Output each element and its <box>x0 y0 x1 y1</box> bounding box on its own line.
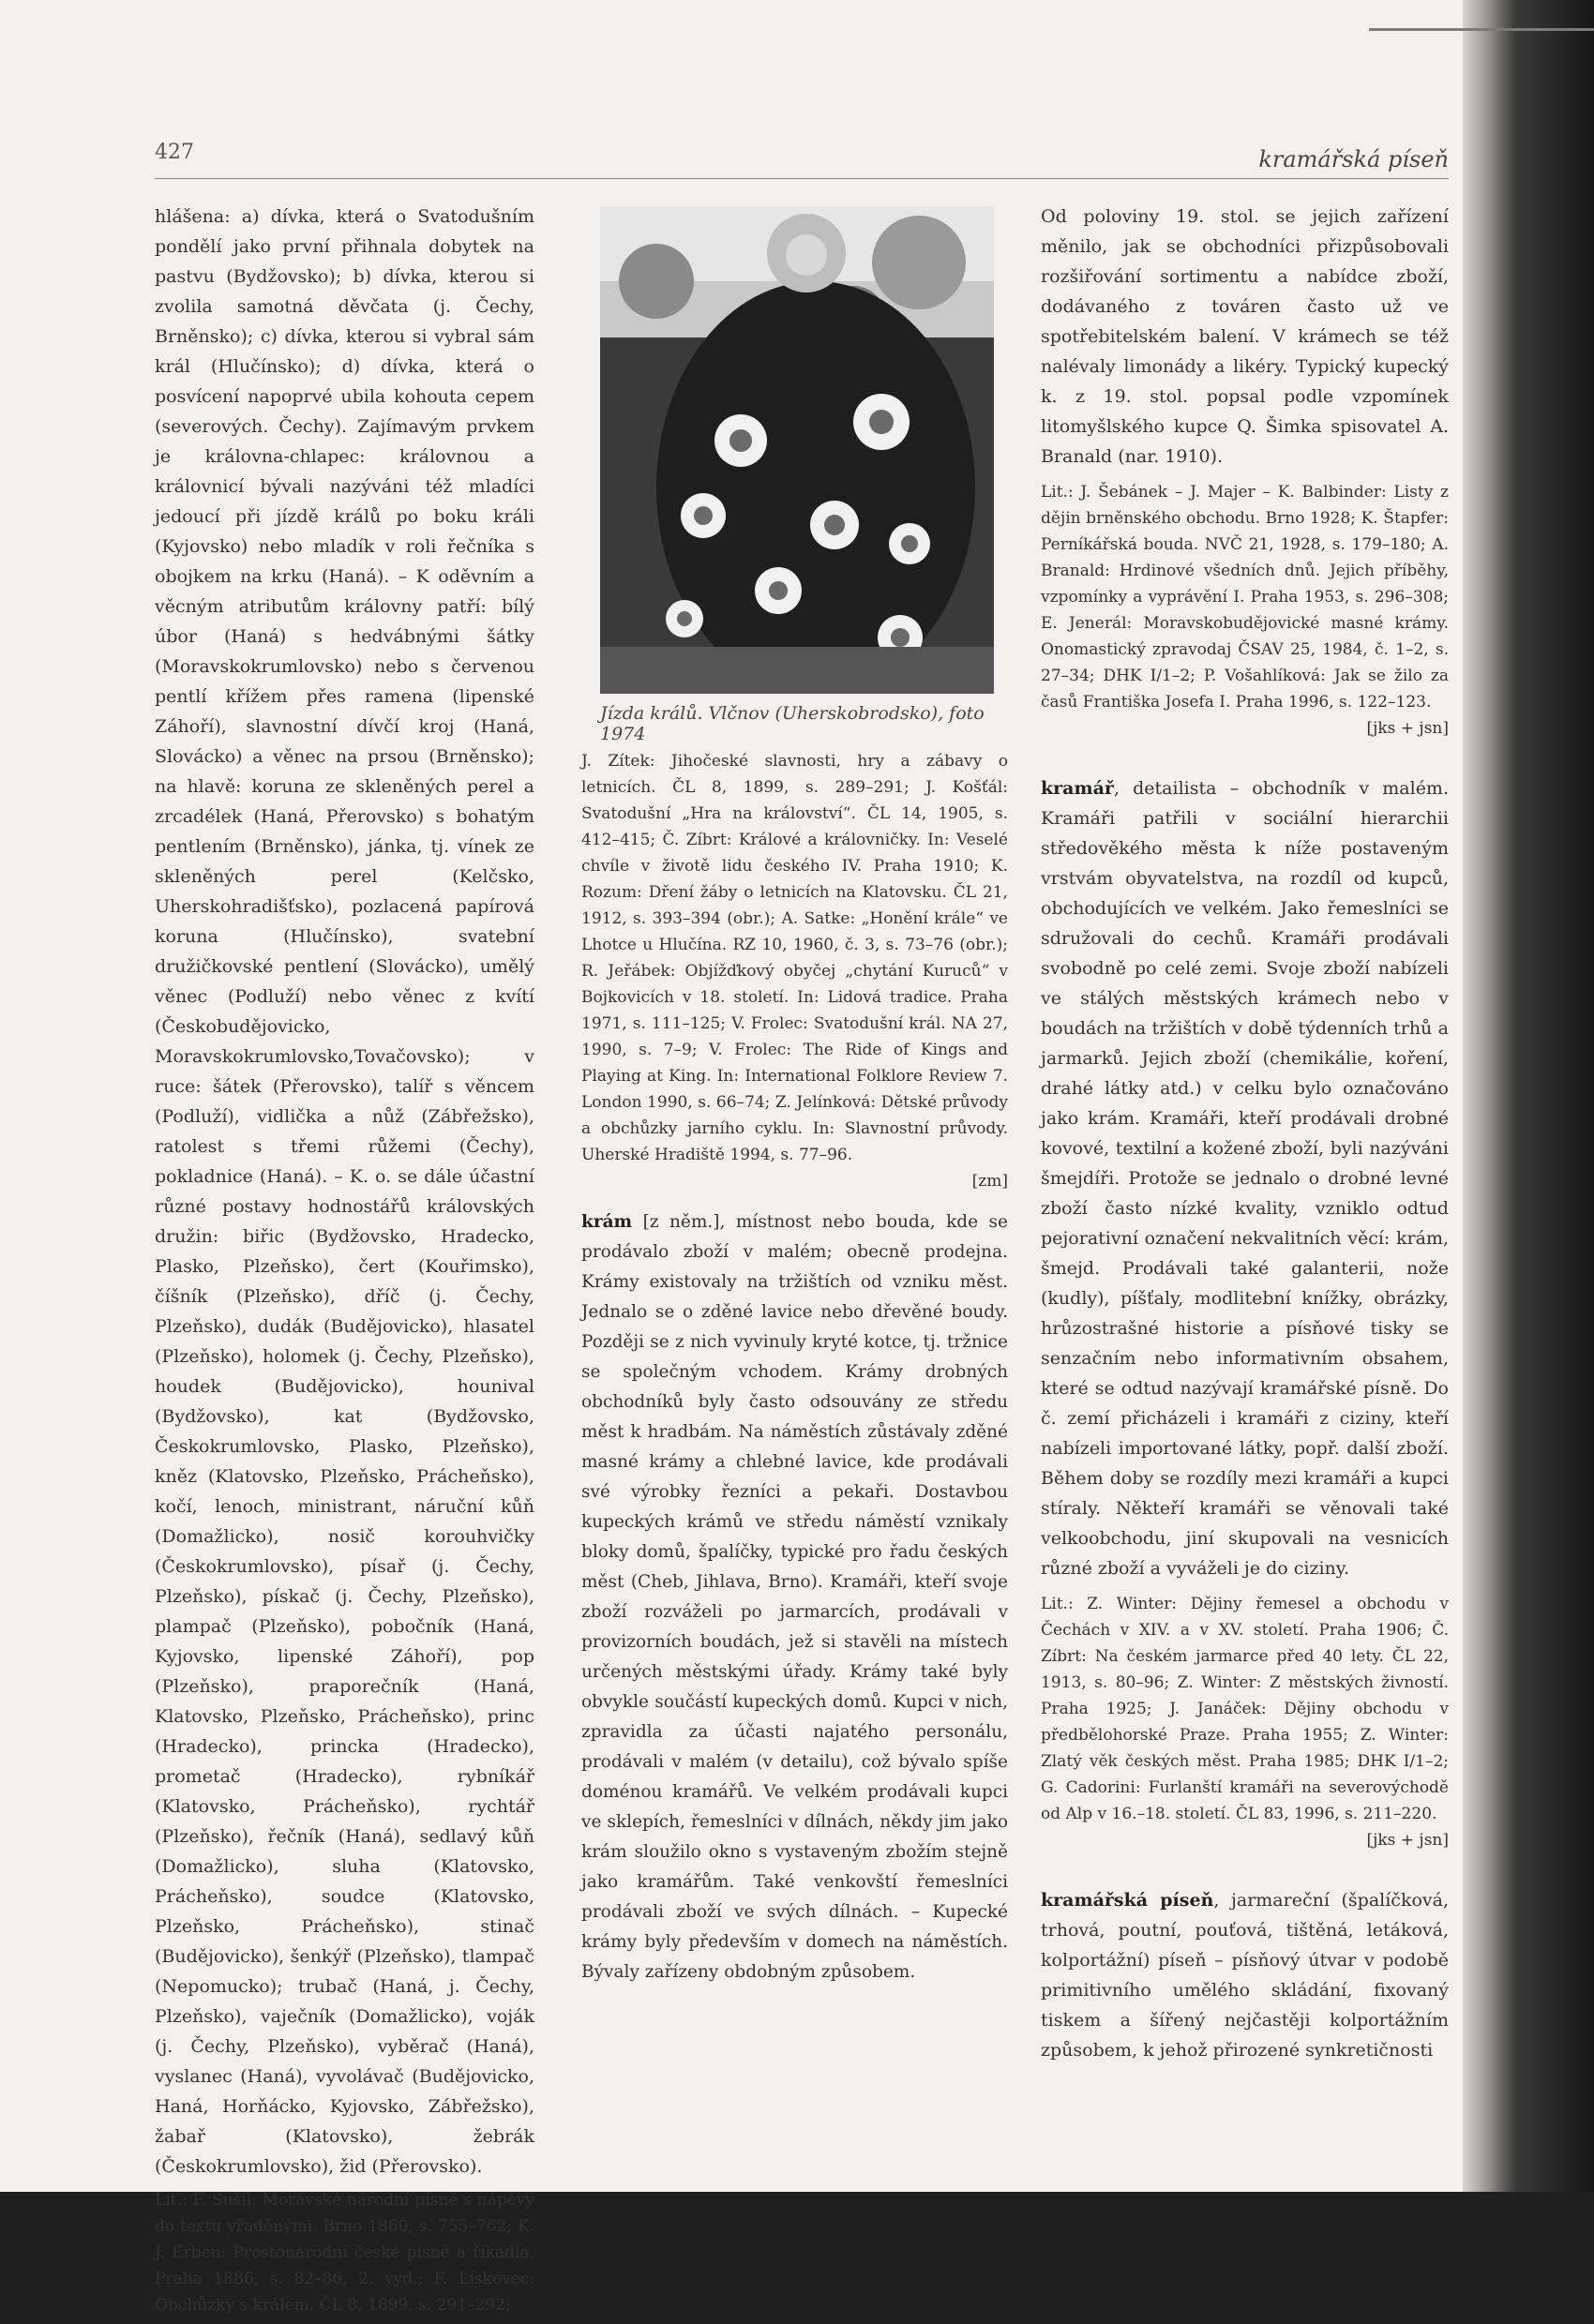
photo-illustration <box>600 206 994 694</box>
entry-kramarska-pisen-headword: kramářská píseň <box>1041 1890 1214 1911</box>
column-left <box>155 202 534 2324</box>
entry-kram-headword: krám <box>581 1212 633 1232</box>
photo-ride-of-kings <box>600 206 994 694</box>
column-right <box>1041 202 1449 2073</box>
column-middle <box>581 748 1008 2001</box>
book-spine-shadow <box>1463 0 1594 2192</box>
author-signature-zm: [zm] <box>971 1172 1008 1191</box>
entry-kramar <box>1041 773 1449 1583</box>
entry-kramar-headword: kramář <box>1041 778 1114 799</box>
literature-kramar <box>1041 1591 1449 1853</box>
entry-kramar-text: , detailista – obchodník v malém. Kramáři patřili v sociální hierarchii středověkého města k níže postaveným vrstvám obyvatelstva, na rozdíl od kupců, obchodujících ve velkém. Jako řemeslníci se sdružovali do cechů. Kramáři prodávali svobodně po celé zemi. Svoje zboží nabízeli ve stálých městských krámech nebo v boudách na tržištích v době týdenních trhů a jarmarků. Jejich zboží (chemikálie, koření, drahé látky atd.) v celku bylo označováno jako krám. Kramáři, kteří prodávali drobné kovové, textilní a kožené zboží, byli nazýváni šmejdíři. Protože se jednalo o drobné levné zboží často nízké kvality, vzniklo odtud pejorativní označení nekvalitních věcí: krám, šmejd. Prodávali také galanterii, nože (kudly), píšťaly, modlitební knížky, obrázky, hrůzostrašné historie a písňové tisky se senzačním nebo informativním obsahem, které se odtud nazývají kramářské písně. Do č. zemí přicházeli i kramáři z ciziny, kteří nabízeli importované látky, popř. další zboží. Během doby se rozdíly mezi kramáři a kupci stíraly. Někteří kramáři se věnovali také velkoobchodu, jiní skupovali na vesnicích různé zboží a vyváželi je do ciziny. <box>1041 778 1449 1579</box>
entry-kram <box>581 1207 1008 1987</box>
literature-middle <box>581 748 1008 1194</box>
entry-kramarska-pisen <box>1041 1885 1449 2065</box>
literature-left: Lit.: F. Sušil: Moravské národní písně s nápěvy do textu vřaděnými. Brno 1860, s. 755–762; K. J. Erben: Prostonárodní české písně a říkadla. Praha 1886, s. 82–86, 2. vyd.; F. Lískovec: Obchůzky s králem. ČL 8, 1899, s. 291–292; <box>155 2191 534 2315</box>
top-rule <box>1369 28 1594 31</box>
photo-caption: Jízda králů. Vlčnov (Uherskobrodsko), foto 1974 <box>600 703 985 744</box>
page-header <box>155 141 1449 179</box>
literature-middle-text: J. Zítek: Jihočeské slavnosti, hry a zábavy o letnicích. ČL 8, 1899, s. 289–291; J. Košťál: Svatodušní „Hra na království“. ČL 14, 1905, s. 412–415; Č. Zíbrt: Králové a královničky. In: Veselé chvíle v životě lidu českého IV. Praha 1910; K. Rozum: Dření žáby o letnicích na Klatovsku. ČL 21, 1912, s. 393–394 (obr.); A. Satke: „Honění krále“ ve Lhotce u Hlučína. RZ 10, 1960, č. 3, s. 73–76 (obr.); R. Jeřábek: Objížďkový obyčej „chytání Kuruců“ v Bojkovicích v 18. století. In: Lidová tradice. Praha 1971, s. 111–125; V. Frolec: Svatodušní král. NA 27, 1990, s. 7–9; V. Frolec: The Ride of Kings and Playing at King. In: International Folklore Review 7. London 1990, s. 66–74; Z. Jelínková: Dětské průvody a obchůzky jarního cyklu. In: Slavnostní průvody. Uherské Hradiště 1994, s. 77–96. <box>581 752 1008 1164</box>
running-head: kramářská píseň <box>1258 146 1449 172</box>
literature-kramar-text: Lit.: Z. Winter: Dějiny řemesel a obchodu v Čechách v XIV. a v XV. století. Praha 1906; Č. Zíbrt: Na českém jarmarce před 40 lety. ČL 22, 1913, s. 80–96; Z. Winter: Z městských živností. Praha 1925; J. Janáček: Dějiny obchodu v předbělohorské Praze. Praha 1955; Z. Winter: Zlatý věk českých měst. Praha 1985; DHK I/1–2; G. Cadorini: Furlanští kramáři na severovýchodě od Alp v 16.–18. století. ČL 83, 1996, s. 211–220. <box>1041 1595 1449 1823</box>
entry-kram-continued: Od poloviny 19. stol. se jejich zařízení měnilo, jak se obchodníci přizpůsobovali rozšiřování sortimentu a nabídce zboží, dodávaného z továren často už ve spotřebitelském balení. V krámech se též nalévaly limonády a likéry. Typický kupecký k. z 19. stol. popsal podle vzpomínek litomyšlského kupce Q. Šimka spisovatel A. Branald (nar. 1910). <box>1041 206 1449 467</box>
literature-kram <box>1041 479 1449 742</box>
entry-kram-text: [z něm.], místnost nebo bouda, kde se prodávalo zboží v malém; obecně prodejna. Krámy existovaly na tržištích od vzniku měst. Jednalo se o zděné lavice nebo dřevěné boudy. Později se z nich vyvinuly kryté kotce, tj. tržnice se společným vchodem. Krámy drobných obchodníků byly často odsouvány ze středu měst k hradbám. Na náměstích zůstávaly zděné masné krámy a chlebné lavice, kde prodávali své výrobky řezníci a pekaři. Dostavbou kupeckých krámů ve středu náměstí vznikaly bloky domů, špalíčky, typické pro řadu českých měst (Cheb, Jihlava, Brno). Kramáři, kteří svoje zboží rozváželi po jarmarcích, prodávali v provizorních boudách, jež si stavěli na místech určených městskými úřady. Krámy také byly obvykle součástí kupeckých domů. Kupci v nich, zpravidla za účasti najatého personálu, prodávali v malém (v detailu), což bývalo spíše doménou kramářů. Ve velkém prodávali kupci ve sklepích, řemeslníci v dílnách, někdy jim jako krám sloužilo okno s vystaveným zbožím stejně jako kramářům. Také venkovští řemeslníci prodávali zboží ve svých dílnách. – Kupecké krámy byly především v domech na náměstích. Bývaly zařízeny obdobným způsobem. <box>581 1212 1008 1982</box>
page-number: 427 <box>155 141 194 164</box>
entry-continuation: hlášena: a) dívka, která o Svatodušním pondělí jako první přihnala dobytek na pastvu (Bydžovsko); b) dívka, kterou si zvolila samotná děvčata (j. Čechy, Brněnsko); c) dívka, kterou si vybral sám král (Hlučínsko); d) dívka, která o posvícení napoprvé ubila kohouta cepem (severových. Čechy). Zajímavým prvkem je královna-chlapec: královnou a královnicí bývali nazýváni též mladíci jedoucí při jízdě králů po boku králi (Kyjovsko) nebo mladík v roli řečníka s obojkem na krku (Haná). – K oděvním a věcným atributům královny patří: bílý úbor (Haná) s hedvábnými šátky (Moravskokrumlovsko) nebo s červenou pentlí křížem přes ramena (lipenské Záhoří), slavnostní dívčí kroj (Haná, Slovácko) a věnec na prsou (Brněnsko); na hlavě: koruna ze skleněných perel a zrcadélek (Haná, Přerovsko) s bohatým pentlením (Brněnsko), jánka, tj. vínek ze skleněných perel (Kelčsko, Uherskohradišťsko), pozlacená papírová koruna (Hlučínsko), svatební družičkovské pentlení (Slovácko), umělý věnec (Podluží) nebo věnec z kvítí (Českobudějovicko, Moravskokrumlovsko,Tovačovsko); v ruce: šátek (Přerovsko), talíř s věncem (Podluží), vidlička a nůž (Zábřežsko), ratolest s třemi růžemi (Čechy), pokladnice (Haná). – K. o. se dále účastní různé postavy hodnostářů královských družin: biřic (Bydžovsko, Hradecko, Plasko, Plzeňsko), čert (Kouřimsko), číšník (Plzeňsko), dříč (j. Čechy, Plzeňsko), dudák (Budějovicko), hlasatel (Plzeňsko), holomek (j. Čechy, Plzeňsko), houdek (Budějovicko), hounival (Bydžovsko), kat (Bydžovsko, Českokrumlovsko, Plasko, Plzeňsko), kněz (Klatovsko, Plzeňsko, Prácheňsko), kočí, lenoch, ministrant, náruční kůň (Domažlicko), nosič korouhvičky (Českokrumlovsko), písař (j. Čechy, Plzeňsko), pískač (j. Čechy, Plzeňsko), plampač (Plzeňsko), pobočník (Haná, Kyjovsko, lipenské Záhoří), pop (Plzeňsko), praporečník (Haná, Klatovsko, Plzeňsko, Prácheňsko), princ (Hradecko), princka (Hradecko), prometač (Hradecko), rybníkář (Klatovsko, Prácheňsko), rychtář (Plzeňsko), řečník (Haná), sedlavý kůň (Domažlicko), sluha (Klatovsko, Prácheňsko), soudce (Klatovsko, Plzeňsko, Prácheňsko), stinač (Budějovicko), šenkýř (Plzeňsko), tlampač (Nepomucko); trubač (Haná, j. Čechy, Plzeňsko), vaječník (Domažlicko), voják (j. Čechy, Plzeňsko), vyběrač (Haná), vyslanec (Haná), vyvolávač (Budějovicko, Haná, Horňácko, Kyjovsko, Zábřežsko), žabař (Klatovsko), žebrák (Českokrumlovsko), žid (Přerovsko). <box>155 206 534 2177</box>
literature-kram-text: Lit.: J. Šebánek – J. Majer – K. Balbinder: Listy z dějin brněnského obchodu. Brno 1928; K. Štapfer: Perníkářská bouda. NVČ 21, 1928, s. 179–180; A. Branald: Hrdinové všedních dnů. Jejich příběhy, vzpomínky a vyprávění I. Praha 1953, s. 296–308; E. Jenerál: Moravskobudějovické masné krámy. Onomastický zpravodaj ČSAV 25, 1984, č. 1–2, s. 27–34; DHK I/1–2; P. Vošahlíková: Jak se žilo za časů Františka Josefa I. Praha 1996, s. 122–123. <box>1041 483 1449 712</box>
author-signature-kram: [jks + jsn] <box>1366 719 1449 738</box>
author-signature-kramar: [jks + jsn] <box>1366 1831 1449 1850</box>
entry-kramarska-pisen-text: , jarmareční (špalíčková, trhová, poutní, pouťová, tištěná, letáková, kolportážní) píseň – písňový útvar v podobě primitivního umělého skládání, fixovaný tiskem a šířený nejčastěji kolportážním způsobem, k jehož přirozené synkretičnosti <box>1041 1890 1449 2061</box>
